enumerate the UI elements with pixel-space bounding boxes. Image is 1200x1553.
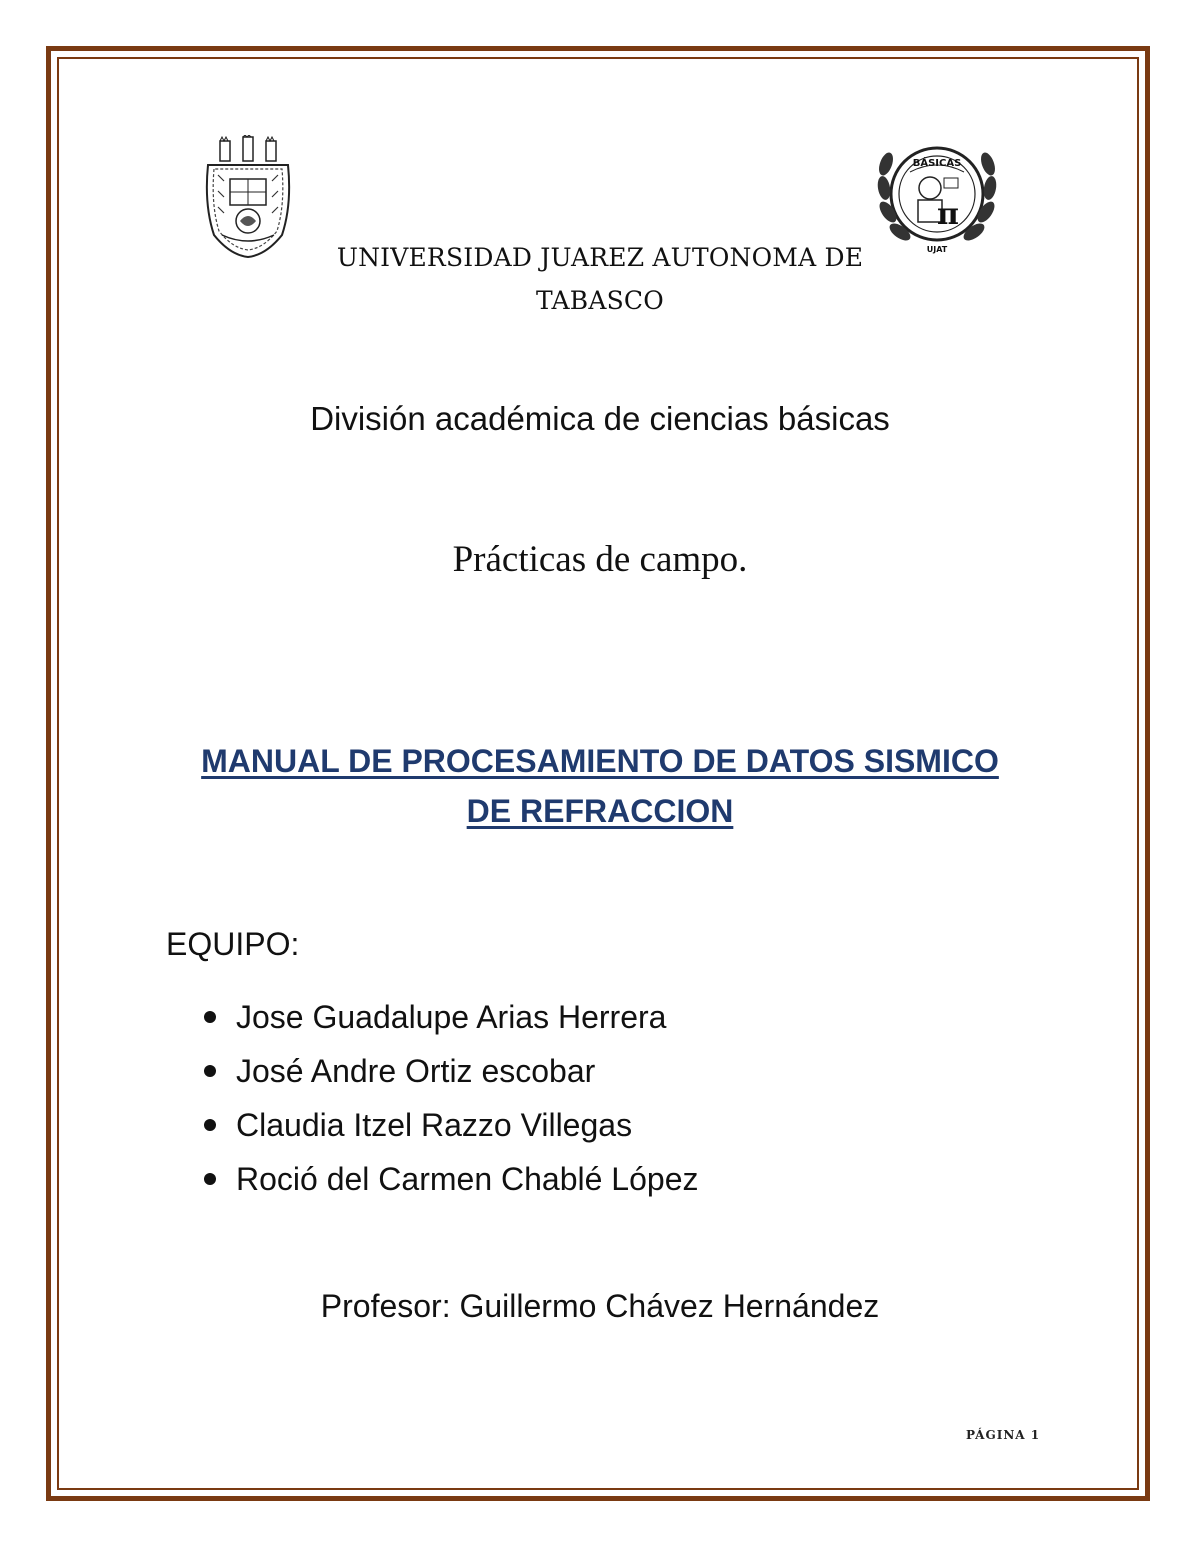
bullet-icon [204, 1119, 216, 1131]
svg-text:π: π [937, 197, 959, 232]
team-member-name: José Andre Ortiz escobar [236, 1053, 596, 1089]
list-item [200, 1098, 698, 1152]
ujat-logo-text: UJAT [926, 245, 948, 254]
team-member-name: Claudia Itzel Razzo Villegas [236, 1107, 633, 1143]
university-name [280, 236, 920, 322]
university-name-line2: TABASCO [536, 286, 664, 315]
professor-name: Profesor: Guillermo Chávez Hernández [320, 1288, 880, 1324]
team-members-list [200, 990, 698, 1206]
page-number: PÁGINA 1 [966, 1428, 1041, 1442]
list-item [200, 1044, 698, 1098]
team-member-name: Jose Guadalupe Arias Herrera [236, 999, 667, 1035]
team-member-name: Roció del Carmen Chablé López [236, 1161, 699, 1197]
bullet-icon [204, 1173, 216, 1185]
university-name-line1: UNIVERSIDAD JUAREZ AUTONOMA DE [336, 243, 864, 272]
bullet-icon [204, 1011, 216, 1023]
division-name: División académica de ciencias básicas [310, 400, 890, 437]
document-title-line1: MANUAL DE PROCESAMIENTO DE DATOS SISMICO [201, 743, 999, 779]
basicas-logo-text: BÁSICAS [912, 158, 962, 169]
list-item [200, 990, 698, 1044]
team-label: EQUIPO: [166, 926, 300, 962]
subject-title: Prácticas de campo. [452, 539, 748, 580]
document-title [160, 736, 1040, 836]
document-title-line2: DE REFRACCION [466, 793, 734, 829]
list-item [200, 1152, 698, 1206]
bullet-icon [204, 1065, 216, 1077]
